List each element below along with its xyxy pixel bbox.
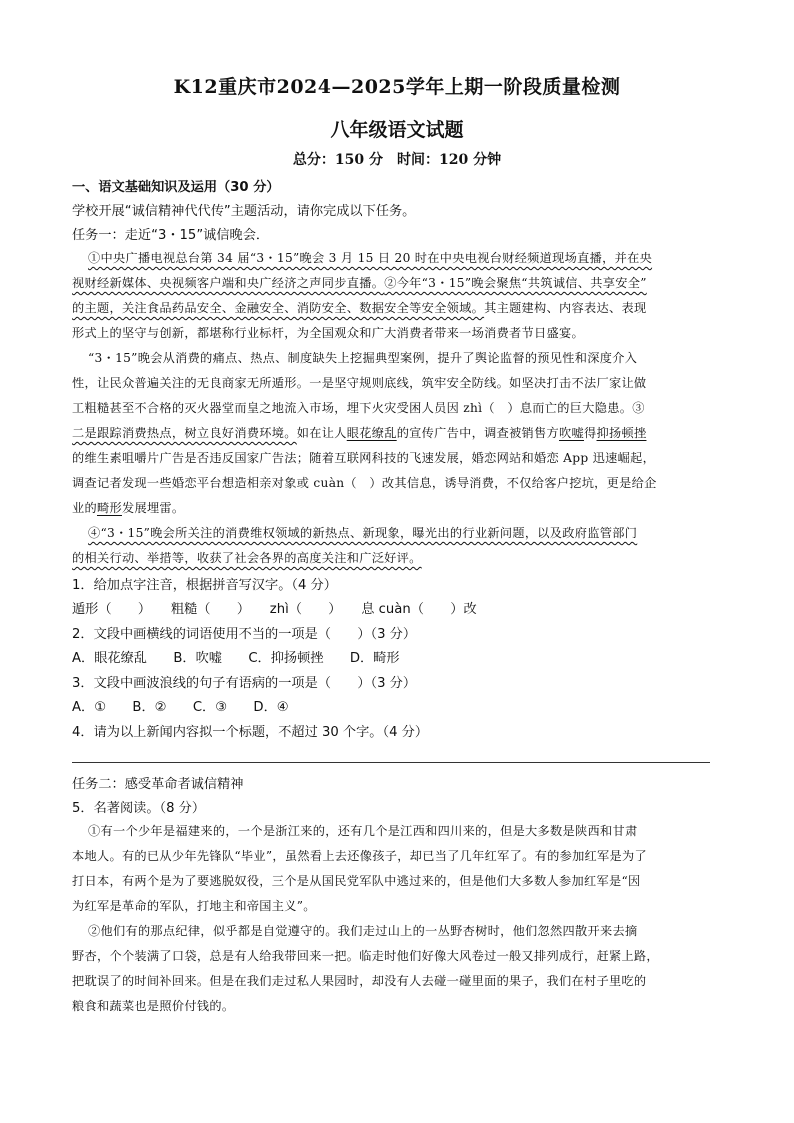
passage1-line1 bbox=[72, 249, 732, 266]
question-5: 5．名著阅读。（8 分） bbox=[72, 801, 206, 816]
question-2-options: A．眼花缭乱 B．吹嘘 C．抑扬顿挫 D．畸形 bbox=[72, 651, 400, 666]
passage1-line2 bbox=[72, 274, 732, 291]
question-1-items: 遁形（ ） 粗糙（ ） zhì（ ） 息 cuàn（ ）改 bbox=[72, 602, 477, 617]
activity-intro: 学校开展“诚信精神代代传”主题活动，请你完成以下任务。 bbox=[72, 204, 416, 219]
wavy-sentence-2: ②今年“3・15”晚会聚焦“共筑诚信、共享安全” bbox=[384, 276, 647, 290]
task1-heading: 任务一：走近“3・15”诚信晚会． bbox=[72, 228, 270, 243]
question-1: 1．给加点字注音，根据拼音写汉字。（4 分） bbox=[72, 578, 337, 593]
wavy-sentence-2-cont: 的主题，关注食品药品安全、金融安全、消防安全、数据安全等安全领域。 bbox=[72, 301, 485, 315]
passage2-line7: 业的畸形发展埋雷。 bbox=[72, 501, 185, 515]
passage2-line2: 性，让民众普遍关注的无良商家无所遁形。一是坚守规则底线，筑牢安全防线。如坚决打击不法厂家让做 bbox=[72, 376, 647, 390]
underlined-word-d: 畸形 bbox=[96, 501, 122, 515]
underlined-word-c: 抑扬顿挫 bbox=[596, 426, 647, 440]
exam-subtitle: 八年级语文试题 bbox=[330, 119, 464, 141]
underlined-word-b: 吹嘘 bbox=[559, 426, 585, 440]
section1-heading: 一、语文基础知识及运用（30 分） bbox=[72, 180, 280, 195]
reading1-line4: 为红军是革命的军队，打地主和帝国主义”。 bbox=[72, 899, 316, 913]
wavy-sentence-4-cont: 的相关行动、举措等，收获了社会各界的高度关注和广泛好评。 bbox=[72, 551, 422, 565]
reading1-line3: 打日本，有两个是为了要逃脱奴役，三个是从国民党军队中逃过来的，但是他们大多数人参加红军是“因 bbox=[72, 874, 641, 888]
reading2-line3: 把耽误了的时间补回来。但是在我们走过私人果园时，却没有人去碰一碰里面的果子，我们在村子里吃的 bbox=[72, 974, 647, 988]
reading2-line1: ②他们有的那点纪律，似乎都是自觉遵守的。我们走过山上的一丛野杏树时，他们忽然四散开来去摘 bbox=[88, 924, 638, 938]
wavy-sentence-1: ①中央广播电视总台第 34 届“3・15”晚会 3 月 15 日 20 时在中央电视台财经频道现场直播，并在央 bbox=[88, 251, 653, 265]
passage3-line1 bbox=[72, 524, 732, 541]
passage2-line4: 二是跟踪消费热点，树立良好消费环境。如在让人眼花缭乱的宣传广告中，调查被销售方吹嘘得抑扬顿挫 bbox=[72, 426, 647, 440]
passage1-line4: 形式上的坚守与创新，都堪称行业标杆，为全国观众和广大消费者带来一场消费者节日盛宴。 bbox=[72, 326, 584, 340]
exam-title: K12重庆市2024—2025学年上期一阶段质量检测 bbox=[173, 76, 621, 98]
wavy-sentence-4: ④“3・15”晚会所关注的消费维权领域的新热点、新现象，曝光出的行业新问题，以及政府监管部门 bbox=[88, 526, 638, 540]
underlined-word-a: 眼花缭乱 bbox=[346, 426, 397, 440]
question-4: 4．请为以上新闻内容拟一个标题，不超过 30 个字。（4 分） bbox=[72, 725, 429, 740]
question-3-options: A．① B．② C．③ D．④ bbox=[72, 700, 289, 715]
passage2-line3: 工粗糙甚至不合格的灭火器堂而皇之地流入市场，埋下火灾受困人员因 zhì（ ）息而亡的巨大隐患。③ bbox=[72, 401, 645, 415]
answer-line bbox=[72, 762, 710, 763]
reading2-line2: 野杏，个个装满了口袋，总是有人给我带回来一把。临走时他们好像大风卷过一般又排列成行，赶紧上路， bbox=[72, 949, 659, 963]
reading2-line4: 粮食和蔬菜也是照价付钱的。 bbox=[72, 999, 235, 1013]
reading1-line2: 本地人。有的已从少年先锋队“毕业”，虽然看上去还像孩子，却已当了几年红军了。有的参加红军是为了 bbox=[72, 849, 647, 863]
reading1-line1: ①有一个少年是福建来的，一个是浙江来的，还有几个是江西和四川来的，但是大多数是陕西和甘肃 bbox=[88, 824, 638, 838]
passage3-line2 bbox=[72, 549, 732, 566]
passage2-line6: 调查记者发现一些婚恋平台想造相亲对象或 cuàn（ ）改其信息，诱导消费，不仅给客户挖坑，更是给企 bbox=[72, 476, 657, 490]
task2-heading: 任务二：感受革命者诚信精神 bbox=[72, 777, 244, 792]
wavy-sentence-1-cont: 视财经新媒体、央视频客户端和央广经济之声同步直播。 bbox=[72, 276, 385, 290]
passage2-line1: “3・15”晚会从消费的痛点、热点、制度缺失上挖掘典型案例，提升了舆论监督的预见性和深度介入 bbox=[88, 351, 638, 365]
question-2: 2．文段中画横线的词语使用不当的一项是（ ）（3 分） bbox=[72, 627, 417, 642]
question-3: 3．文段中画波浪线的句子有语病的一项是（ ）（3 分） bbox=[72, 676, 417, 691]
wavy-sentence-3: 二是跟踪消费热点，树立良好消费环境。 bbox=[72, 426, 297, 440]
passage1-line3: 的主题，关注食品药品安全、金融安全、消防安全、数据安全等安全领域。其主题建构、内容表达、表现 bbox=[72, 301, 647, 315]
passage2-line5: 的维生素咀嚼片广告是否违反国家广告法；随着互联网科技的飞速发展，婚恋网站和婚恋 App 迅速崛起， bbox=[72, 451, 656, 465]
exam-meta: 总分：150 分 时间：120 分钟 bbox=[292, 152, 502, 168]
